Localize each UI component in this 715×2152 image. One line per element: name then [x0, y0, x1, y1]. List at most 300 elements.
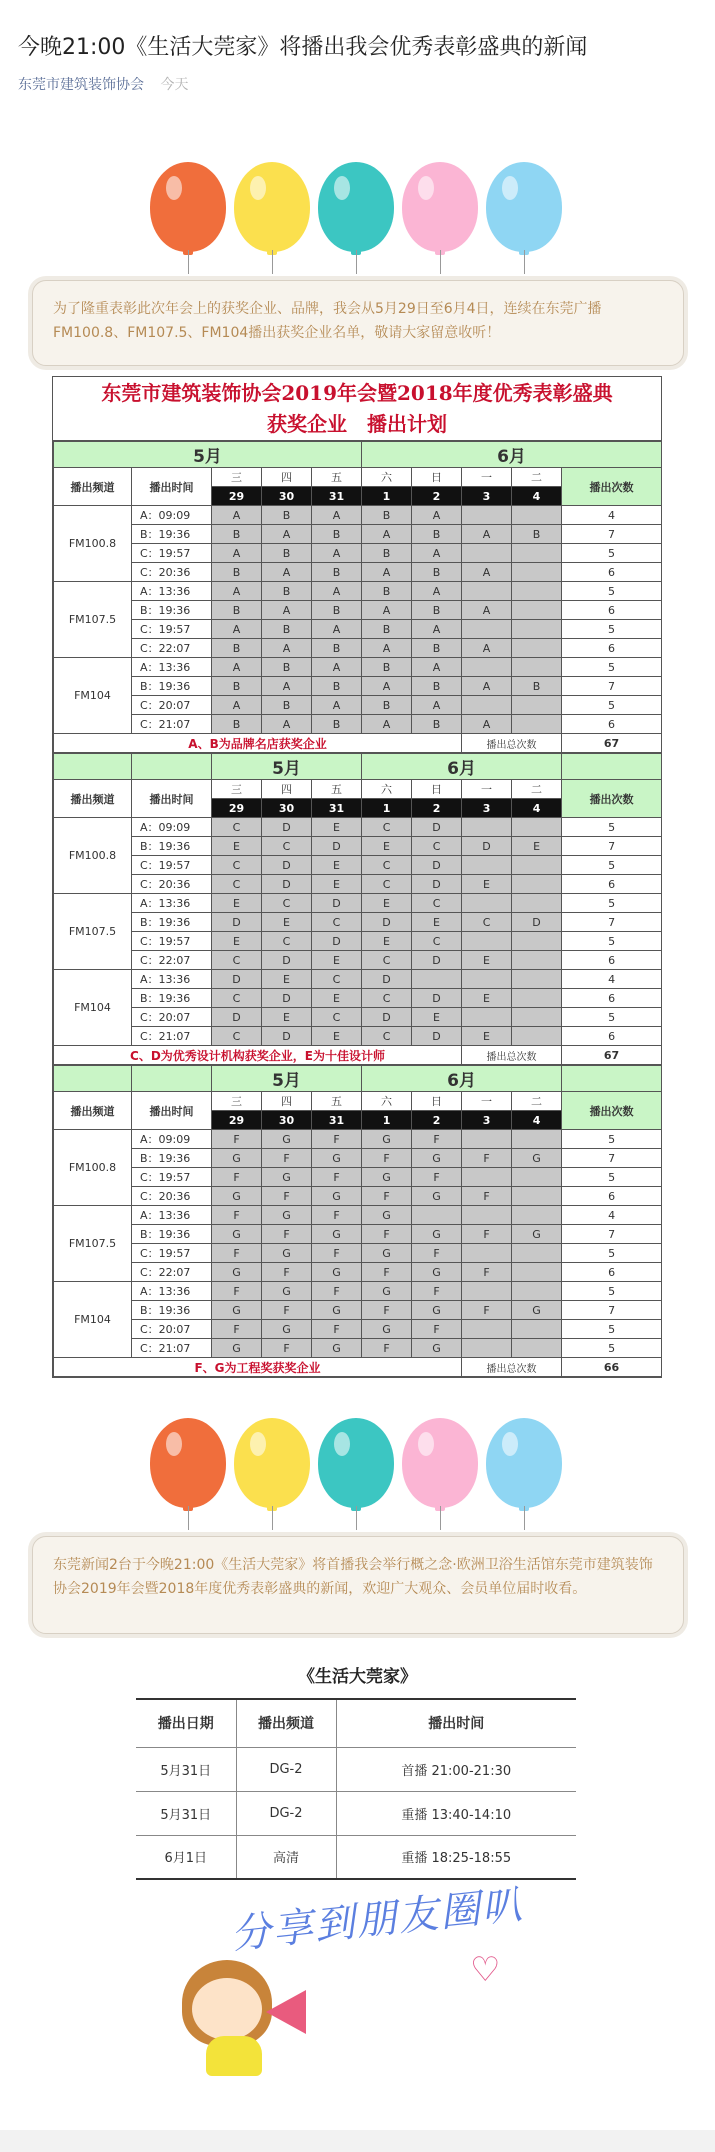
schedule-cell	[462, 1168, 512, 1187]
weekday-cell: 六	[362, 780, 412, 799]
schedule-cell	[462, 1320, 512, 1339]
schedule-cell	[512, 639, 562, 658]
program-time: 重播 18:25-18:55	[336, 1835, 576, 1879]
schedule-cell	[512, 696, 562, 715]
schedule-cell	[512, 601, 562, 620]
weekday-cell: 日	[412, 468, 462, 487]
schedule-cell: F	[262, 1301, 312, 1320]
time-slot: C：19:57	[132, 856, 212, 875]
schedule-cell: B	[312, 677, 362, 696]
plan-subtitle-b: 播出计划	[367, 412, 447, 436]
share-to-moments-image	[170, 1880, 550, 2090]
schedule-cell	[512, 544, 562, 563]
header-time: 播出时间	[132, 1092, 212, 1130]
broadcast-count: 5	[562, 818, 662, 837]
day-number-cell: 29	[212, 1111, 262, 1130]
schedule-cell: D	[212, 913, 262, 932]
time-slot: C：20:07	[132, 696, 212, 715]
schedule-cell	[512, 1282, 562, 1301]
schedule-cell: D	[362, 913, 412, 932]
schedule-cell: G	[262, 1282, 312, 1301]
day-number-cell: 4	[512, 487, 562, 506]
schedule-cell: E	[262, 1008, 312, 1027]
schedule-cell: D	[262, 951, 312, 970]
weekday-cell: 二	[512, 468, 562, 487]
weekday-cell: 五	[312, 780, 362, 799]
total-label: 播出总次数	[462, 1358, 562, 1377]
schedule-cell: F	[362, 1187, 412, 1206]
balloons-image	[150, 1418, 570, 1533]
account-link[interactable]: 东莞市建筑装饰协会	[18, 77, 144, 93]
broadcast-count: 6	[562, 715, 662, 734]
schedule-cell	[512, 1244, 562, 1263]
weekday-cell: 日	[412, 780, 462, 799]
schedule-cell	[462, 818, 512, 837]
schedule-cell: G	[312, 1187, 362, 1206]
schedule-cell: A	[462, 677, 512, 696]
balloon-icon	[150, 162, 226, 252]
time-slot: C：22:07	[132, 951, 212, 970]
channel-name: FM100.8	[54, 1130, 132, 1206]
weekday-cell: 二	[512, 780, 562, 799]
month-june: 6月	[362, 754, 562, 780]
schedule-cell: A	[362, 525, 412, 544]
schedule-cell: E	[362, 837, 412, 856]
schedule-cell	[512, 970, 562, 989]
broadcast-count: 5	[562, 1320, 662, 1339]
time-slot: A：09:09	[132, 818, 212, 837]
balloon-icon	[486, 162, 562, 252]
day-number-cell: 31	[312, 1111, 362, 1130]
schedule-row	[54, 1339, 662, 1358]
time-slot: B：19:36	[132, 1225, 212, 1244]
schedule-row	[54, 1320, 662, 1339]
schedule-cell: F	[362, 1225, 412, 1244]
schedule-cell: A	[462, 601, 512, 620]
time-slot: B：19:36	[132, 1149, 212, 1168]
schedule-cell: B	[362, 658, 412, 677]
schedule-cell: G	[212, 1339, 262, 1358]
schedule-cell: E	[212, 932, 262, 951]
channel-name: FM100.8	[54, 818, 132, 894]
schedule-cell: G	[412, 1339, 462, 1358]
broadcast-count: 5	[562, 1130, 662, 1149]
schedule-cell: A	[312, 582, 362, 601]
header-time: 播出时间	[132, 780, 212, 818]
schedule-cell: F	[462, 1263, 512, 1282]
schedule-cell: G	[412, 1225, 462, 1244]
schedule-row	[54, 696, 662, 715]
time-slot: C：20:36	[132, 563, 212, 582]
schedule-cell: D	[312, 894, 362, 913]
schedule-cell	[462, 932, 512, 951]
schedule-cell: G	[312, 1339, 362, 1358]
schedule-cell: F	[212, 1244, 262, 1263]
schedule-cell: F	[362, 1339, 412, 1358]
broadcast-count: 5	[562, 1008, 662, 1027]
schedule-cell: A	[212, 696, 262, 715]
balloon-icon	[234, 1418, 310, 1508]
weekday-cell: 三	[212, 468, 262, 487]
time-slot: B：19:36	[132, 1301, 212, 1320]
schedule-cell: D	[262, 856, 312, 875]
balloons-image	[150, 162, 570, 277]
schedule-cell: F	[212, 1130, 262, 1149]
schedule-cell	[462, 544, 512, 563]
program-channel: DG-2	[236, 1747, 336, 1791]
time-slot: C：19:57	[132, 544, 212, 563]
plan-subtitle	[53, 409, 661, 439]
schedule-cell: B	[262, 620, 312, 639]
schedule-cell	[462, 1244, 512, 1263]
schedule-cell	[462, 582, 512, 601]
schedule-cell	[462, 658, 512, 677]
balloon-icon	[150, 1418, 226, 1508]
broadcast-count: 7	[562, 525, 662, 544]
schedule-cell: G	[212, 1225, 262, 1244]
schedule-row	[54, 913, 662, 932]
broadcast-count: 5	[562, 620, 662, 639]
total-label: 播出总次数	[462, 734, 562, 753]
page-bottom-band	[0, 2130, 715, 2152]
schedule-cell	[512, 1320, 562, 1339]
weekday-cell: 一	[462, 468, 512, 487]
total-label: 播出总次数	[462, 1046, 562, 1065]
broadcast-count: 5	[562, 1168, 662, 1187]
time-slot: A：13:36	[132, 582, 212, 601]
schedule-cell: F	[262, 1149, 312, 1168]
schedule-cell: A	[212, 506, 262, 525]
day-number-cell: 30	[262, 799, 312, 818]
schedule-cell: B	[212, 639, 262, 658]
day-number-cell: 3	[462, 799, 512, 818]
broadcast-count: 6	[562, 1027, 662, 1046]
schedule-row	[54, 563, 662, 582]
schedule-cell	[512, 932, 562, 951]
schedule-cell: A	[362, 563, 412, 582]
schedule-cell: B	[262, 696, 312, 715]
broadcast-count: 5	[562, 1244, 662, 1263]
schedule-cell: B	[262, 544, 312, 563]
weekday-cell: 五	[312, 1092, 362, 1111]
schedule-cell: G	[362, 1320, 412, 1339]
time-slot: C：20:36	[132, 875, 212, 894]
schedule-cell: B	[512, 677, 562, 696]
schedule-cell: A	[312, 696, 362, 715]
schedule-cell: A	[362, 677, 412, 696]
schedule-row	[54, 818, 662, 837]
time-slot: A：13:36	[132, 1206, 212, 1225]
schedule-row	[54, 506, 662, 525]
schedule-cell	[462, 620, 512, 639]
schedule-cell: F	[312, 1282, 362, 1301]
schedule-cell: B	[362, 696, 412, 715]
schedule-cell: D	[412, 951, 462, 970]
schedule-cell	[462, 1206, 512, 1225]
balloon-icon	[402, 1418, 478, 1508]
schedule-cell	[512, 715, 562, 734]
balloon-icon	[234, 162, 310, 252]
plan-title: 东莞市建筑装饰协会2019年会暨2018年度优秀表彰盛典	[101, 381, 613, 405]
program-time: 重播 13:40-14:10	[336, 1791, 576, 1835]
schedule-cell: B	[212, 525, 262, 544]
program-header-date: 播出日期	[136, 1699, 236, 1747]
time-slot: A：13:36	[132, 894, 212, 913]
program-date: 5月31日	[136, 1747, 236, 1791]
schedule-cell: E	[312, 1027, 362, 1046]
header-time: 播出时间	[132, 468, 212, 506]
schedule-cell: F	[412, 1282, 462, 1301]
schedule-cell: A	[212, 620, 262, 639]
schedule-cell: A	[262, 601, 312, 620]
weekday-cell: 三	[212, 780, 262, 799]
schedule-cell: A	[312, 658, 362, 677]
channel-name: FM100.8	[54, 506, 132, 582]
schedule-cell	[512, 1206, 562, 1225]
header-channel: 播出频道	[54, 780, 132, 818]
broadcast-count: 7	[562, 1301, 662, 1320]
schedule-cell: D	[412, 856, 462, 875]
schedule-cell: E	[462, 1027, 512, 1046]
broadcast-count: 5	[562, 856, 662, 875]
schedule-cell	[512, 1339, 562, 1358]
broadcast-count: 6	[562, 875, 662, 894]
schedule-row	[54, 1225, 662, 1244]
schedule-cell: D	[212, 970, 262, 989]
schedule-cell	[462, 1339, 512, 1358]
schedule-row	[54, 658, 662, 677]
schedule-row	[54, 1244, 662, 1263]
schedule-cell: F	[212, 1282, 262, 1301]
schedule-cell: D	[262, 818, 312, 837]
schedule-row	[54, 1130, 662, 1149]
schedule-cell: A	[312, 620, 362, 639]
month-header-row	[54, 754, 662, 780]
schedule-cell	[462, 856, 512, 875]
schedule-cell: E	[262, 913, 312, 932]
schedule-cell: C	[212, 951, 262, 970]
schedule-row	[54, 544, 662, 563]
broadcast-count: 5	[562, 582, 662, 601]
program-header-time: 播出时间	[336, 1699, 576, 1747]
schedule-cell: B	[212, 677, 262, 696]
article-title: 今晚21:00《生活大莞家》将播出我会优秀表彰盛典的新闻	[18, 35, 588, 60]
schedule-cell: F	[362, 1301, 412, 1320]
broadcast-count: 7	[562, 1225, 662, 1244]
program-date: 6月1日	[136, 1835, 236, 1879]
schedule-cell: E	[462, 875, 512, 894]
header-count: 播出次数	[562, 1092, 662, 1130]
schedule-cell	[512, 856, 562, 875]
schedule-cell: A	[262, 525, 312, 544]
time-slot: C：21:07	[132, 715, 212, 734]
block-legend: F、G为工程奖获奖企业	[54, 1358, 462, 1377]
schedule-row	[54, 1149, 662, 1168]
schedule-cell: A	[262, 715, 312, 734]
schedule-row	[54, 837, 662, 856]
schedule-cell: G	[412, 1263, 462, 1282]
schedule-cell: C	[262, 894, 312, 913]
schedule-cell	[512, 582, 562, 601]
schedule-cell	[462, 894, 512, 913]
broadcast-plan-table	[52, 376, 662, 1378]
schedule-row	[54, 1282, 662, 1301]
schedule-cell: F	[412, 1168, 462, 1187]
weekday-row	[54, 1092, 662, 1111]
schedule-cell: E	[462, 989, 512, 1008]
schedule-row	[54, 525, 662, 544]
weekday-row	[54, 468, 662, 487]
broadcast-count: 5	[562, 894, 662, 913]
program-row	[136, 1791, 576, 1835]
schedule-cell	[512, 989, 562, 1008]
schedule-cell	[512, 951, 562, 970]
balloon-icon	[318, 1418, 394, 1508]
broadcast-count: 4	[562, 1206, 662, 1225]
schedule-cell: F	[462, 1301, 512, 1320]
schedule-cell: F	[212, 1168, 262, 1187]
time-slot: C：20:07	[132, 1008, 212, 1027]
schedule-row	[54, 932, 662, 951]
schedule-cell: C	[362, 951, 412, 970]
schedule-cell: B	[412, 601, 462, 620]
time-slot: B：19:36	[132, 837, 212, 856]
schedule-cell: G	[212, 1187, 262, 1206]
broadcast-count: 5	[562, 1282, 662, 1301]
schedule-cell: D	[312, 837, 362, 856]
month-header-row	[54, 1066, 662, 1092]
schedule-cell	[512, 1130, 562, 1149]
day-number-cell: 30	[262, 487, 312, 506]
time-slot: C：19:57	[132, 1168, 212, 1187]
schedule-cell: G	[412, 1301, 462, 1320]
broadcast-count: 6	[562, 951, 662, 970]
schedule-cell: F	[212, 1206, 262, 1225]
broadcast-count: 5	[562, 658, 662, 677]
block-footer-row	[54, 1358, 662, 1377]
schedule-cell: G	[262, 1244, 312, 1263]
schedule-row	[54, 989, 662, 1008]
day-number-cell: 3	[462, 487, 512, 506]
schedule-cell: D	[412, 989, 462, 1008]
schedule-cell: G	[212, 1301, 262, 1320]
schedule-cell: D	[312, 932, 362, 951]
block-legend: C、D为优秀设计机构获奖企业，E为十佳设计师	[54, 1046, 462, 1065]
schedule-cell: B	[312, 601, 362, 620]
schedule-cell: A	[362, 601, 412, 620]
block-footer-row	[54, 734, 662, 753]
time-slot: C：22:07	[132, 1263, 212, 1282]
schedule-cell: F	[312, 1206, 362, 1225]
schedule-cell: C	[312, 970, 362, 989]
schedule-cell: G	[262, 1168, 312, 1187]
schedule-row	[54, 1263, 662, 1282]
schedule-cell: D	[362, 970, 412, 989]
schedule-row	[54, 639, 662, 658]
time-slot: C：20:07	[132, 1320, 212, 1339]
schedule-block	[53, 1065, 662, 1377]
schedule-cell: C	[312, 913, 362, 932]
time-slot: B：19:36	[132, 601, 212, 620]
schedule-cell: B	[412, 639, 462, 658]
balloon-icon	[486, 1418, 562, 1508]
schedule-cell: A	[412, 696, 462, 715]
broadcast-count: 4	[562, 506, 662, 525]
channel-name: FM107.5	[54, 1206, 132, 1282]
schedule-cell	[512, 1168, 562, 1187]
schedule-cell: B	[212, 601, 262, 620]
time-slot: B：19:36	[132, 525, 212, 544]
program-channel: DG-2	[236, 1791, 336, 1835]
schedule-cell: F	[462, 1225, 512, 1244]
day-number-cell: 1	[362, 1111, 412, 1130]
schedule-cell: F	[262, 1263, 312, 1282]
schedule-cell: F	[312, 1320, 362, 1339]
schedule-row	[54, 1168, 662, 1187]
time-slot: C：19:57	[132, 620, 212, 639]
schedule-cell: G	[212, 1263, 262, 1282]
schedule-cell: B	[412, 563, 462, 582]
schedule-cell: E	[412, 1008, 462, 1027]
schedule-cell: E	[312, 818, 362, 837]
schedule-cell: F	[262, 1225, 312, 1244]
program-header-row	[136, 1699, 576, 1747]
schedule-cell: A	[362, 715, 412, 734]
schedule-cell: B	[312, 715, 362, 734]
schedule-cell: E	[312, 875, 362, 894]
schedule-cell: A	[412, 506, 462, 525]
broadcast-count: 6	[562, 1187, 662, 1206]
header-count: 播出次数	[562, 780, 662, 818]
schedule-cell: D	[362, 1008, 412, 1027]
broadcast-count: 7	[562, 913, 662, 932]
weekday-cell: 二	[512, 1092, 562, 1111]
time-slot: C：21:07	[132, 1339, 212, 1358]
schedule-cell: F	[462, 1149, 512, 1168]
broadcast-count: 6	[562, 1263, 662, 1282]
schedule-cell: A	[412, 582, 462, 601]
schedule-row	[54, 1301, 662, 1320]
plan-subtitle-a: 获奖企业	[267, 412, 347, 436]
month-header-row	[54, 442, 662, 468]
schedule-cell	[512, 1027, 562, 1046]
schedule-cell: A	[262, 563, 312, 582]
schedule-cell: A	[412, 544, 462, 563]
time-slot: A：13:36	[132, 1282, 212, 1301]
schedule-cell: B	[362, 582, 412, 601]
schedule-row	[54, 951, 662, 970]
balloon-icon	[402, 162, 478, 252]
weekday-cell: 四	[262, 780, 312, 799]
day-number-cell: 31	[312, 799, 362, 818]
weekday-cell: 四	[262, 468, 312, 487]
header-channel: 播出频道	[54, 468, 132, 506]
weekday-row	[54, 780, 662, 799]
day-number-cell: 1	[362, 799, 412, 818]
month-spacer	[54, 1066, 132, 1092]
schedule-cell	[512, 506, 562, 525]
broadcast-count: 6	[562, 563, 662, 582]
schedule-cell	[462, 1008, 512, 1027]
schedule-cell	[512, 894, 562, 913]
day-number-cell: 4	[512, 799, 562, 818]
schedule-cell: G	[262, 1320, 312, 1339]
time-slot: C：19:57	[132, 1244, 212, 1263]
schedule-cell: A	[462, 715, 512, 734]
schedule-cell: F	[362, 1149, 412, 1168]
notice-box-2: 东莞新闻2台于今晚21:00《生活大莞家》将首播我会举行概之念·欧洲卫浴生活馆东莞市建筑装饰协会2019年会暨2018年度优秀表彰盛典的新闻，欢迎广大观众、会员单位届时收看。	[32, 1536, 684, 1634]
schedule-cell: F	[412, 1130, 462, 1149]
